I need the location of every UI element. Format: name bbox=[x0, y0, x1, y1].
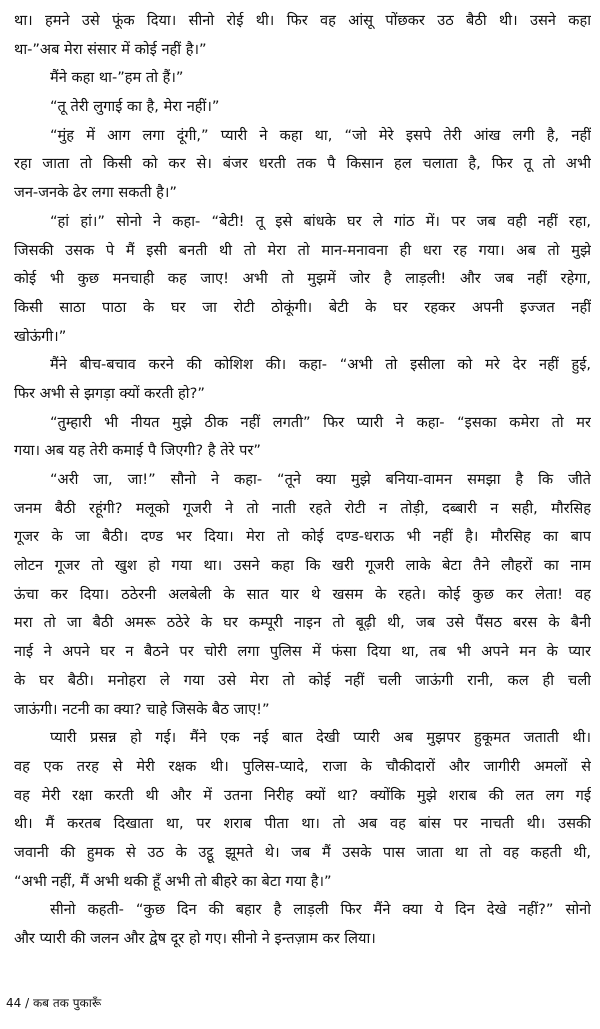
text-line: वह एक तरह से मेरी रक्षक थी। पुलिस-प्यादे, राजा के चौकीदारों और जागीरी अमलों से bbox=[14, 757, 591, 775]
text-line: कोई भी कुछ मनचाही कह जाए! अभी तो मुझमें जोर है लाड़ली! और जब नहीं रहेगा, bbox=[14, 270, 591, 288]
text-line: ऊंचा कर दिया। ठठेरनी अलबेली के सात यार थे खसम के रहते। कोई कुछ कर लेता! वह bbox=[14, 585, 591, 603]
text-line: “हां हां।” सोनो ने कहा- “बेटी! तू इसे बांधके घर ले गांठ में। पर जब वही नहीं रहा, bbox=[50, 212, 591, 230]
text-line: वह मेरी रक्षा करती थी और में उतना निरीह क्यों था? क्योंकि मुझे शराब की लत लग गई bbox=[14, 786, 591, 804]
text-line: के घर बैठी। मनोहरा ले गया उसे मेरा तो कोई नहीं चली जाऊंगी रानी, कल ही चली bbox=[14, 671, 591, 689]
text-line: “मुंह में आग लगा दूंगी,” प्यारी ने कहा था, “जो मेरे इसपे तेरी आंख लगी है, नहीं bbox=[50, 126, 591, 144]
text-line: “तू तेरी लुगाई का है, मेरा नहीं।” bbox=[50, 98, 220, 116]
text-line: रहा जाता तो किसी को कर से। बंजर धरती तक पै किसान हल चलाता है, फिर तू तो अभी bbox=[14, 155, 591, 173]
text-line: गूजर के जा बैठी। दण्ड भर दिया। मेरा तो कोई दण्ड-धराऊ भी नहीं है। मौरसिह का बाप bbox=[14, 528, 591, 546]
text-line: किसी साठा पाठा के घर जा रोटी ठोकूंगी। बेटी के घर रहकर अपनी इज्जत नहीं bbox=[14, 298, 591, 316]
text-line: “तुम्हारी भी नीयत मुझे ठीक नहीं लगती” फिर प्यारी ने कहा- “इसका कमेरा तो मर bbox=[50, 413, 591, 431]
page-footer: 44 / कब तक पुकारूँ bbox=[6, 996, 102, 1010]
text-line: “अरी जा, जा!” सौनो ने कहा- “तूने क्या मुझे बनिया-वामन समझा है कि जीते bbox=[50, 471, 591, 488]
text-line: प्यारी प्रसन्न हो गई। मैंने एक नई बात देखी प्यारी अब मुझपर हुकूमत जताती थी। bbox=[50, 729, 591, 747]
text-line: लोटन गूजर तो खुश हो गया था। उसने कहा कि खरी गूजरी लाके बेटा तैने लौहरों का नाम bbox=[14, 557, 591, 575]
text-line: जिसकी उसक पे मैं इसी बनती थी तो मेरा तो मान-मनावना ही धरा रह गया। अब तो मुझे bbox=[14, 241, 591, 259]
text-line: जाऊंगी। नटनी का क्या? चाहे जिसके बैठ जाए!” bbox=[14, 700, 270, 718]
text-line: मैंने बीच-बचाव करने की कोशिश की। कहा- “अभी तो इसीला को मरे देर नहीं हुई, bbox=[50, 356, 591, 374]
text-line: “अभी नहीं, मैं अभी थकी हूँ अभी तो बीहरे का बेटा गया है।” bbox=[14, 872, 332, 890]
text-line: खोऊंगी।” bbox=[14, 327, 67, 345]
text-line: मैंने कहा था-”हम तो हैं।” bbox=[50, 69, 184, 87]
text-line: थी। मैं करतब दिखाता था, पर शराब पीता था। तो अब वह बांस पर नाचती थी। उसकी bbox=[14, 815, 591, 833]
text-line: फिर अभी से झगड़ा क्यों करती हो?” bbox=[14, 384, 205, 402]
text-line: जनम बैठी रहूंगी? मलूको गूजरी ने तो नाती रहते रोटी न तोड़ी, दब्बारी न सही, मौरसिह bbox=[14, 499, 591, 517]
text-line: जवानी की हुमक से उठ के उट्ठू झूमते थे। जब मैं उसके पास जाता था तो वह कहती थी, bbox=[14, 843, 591, 861]
text-line: नाई ने अपने घर न बैठने पर चोरी लगा पुलिस में फंसा दिया था, तब भी अपने मन के प्यार bbox=[14, 643, 591, 661]
text-line: जन-जनके ढेर लगा सकती है।” bbox=[14, 184, 177, 202]
text-line: मरा तो जा बैठी अमरू ठठेरे के घर कम्पूरी नाइन तो बूढ़ी थी, जब उसे पैंसठ बरस के बैनी bbox=[14, 614, 591, 632]
text-line: गया। अब यह तेरी कमाई पै जिएगी? है तेरे पर” bbox=[14, 442, 261, 460]
text-line: और प्यारी की जलन और द्वेष दूर हो गए। सीनो ने इन्तज़ाम कर लिया। bbox=[14, 930, 376, 947]
text-line: सीनो कहती- “कुछ दिन की बहार है लाड़ली फिर मैंने क्या ये दिन देखे नहीं?” सोनो bbox=[50, 901, 591, 919]
page-body bbox=[14, 7, 591, 954]
text-line: था। हमने उसे फूंक दिया। सीनो रोई थी। फिर वह आंसू पोंछकर उठ बैठी थी। उसने कहा bbox=[14, 12, 591, 29]
text-line: था-”अब मेरा संसार में कोई नहीं है।” bbox=[14, 40, 207, 58]
